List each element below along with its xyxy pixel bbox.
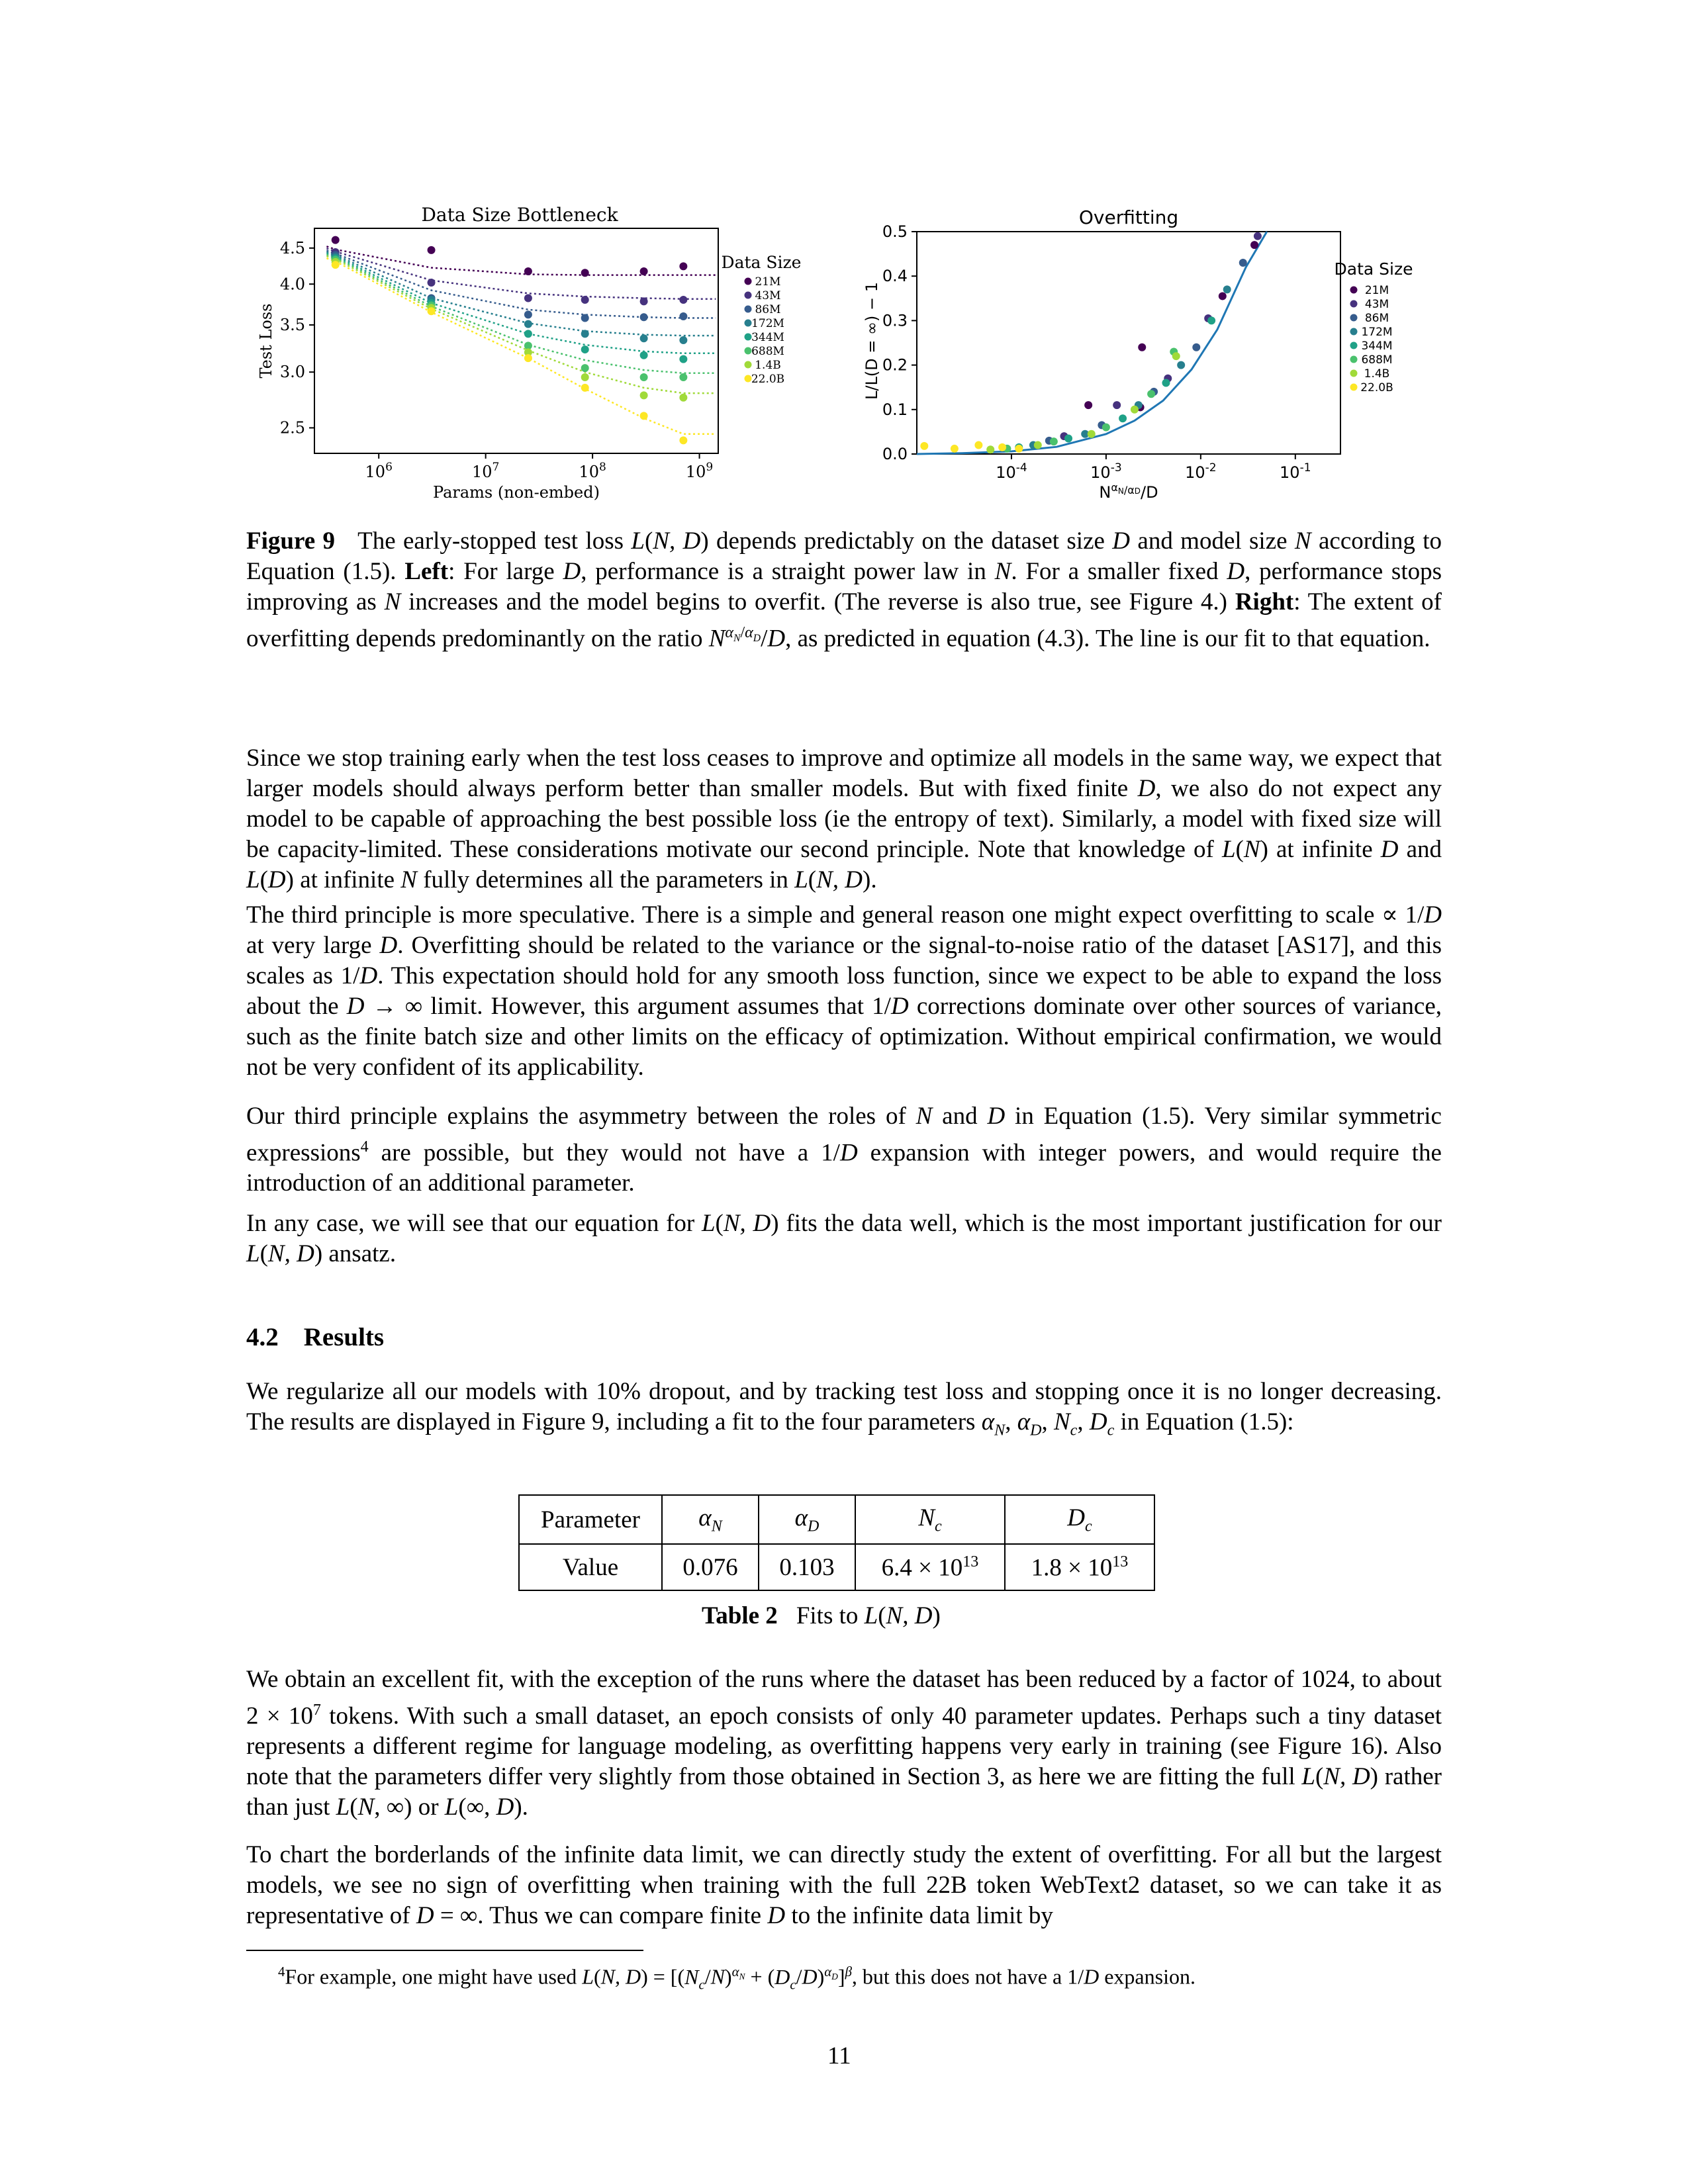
y-tick-label: 0.5 — [882, 222, 908, 241]
table-header: $\alpha_D$ — [759, 1495, 855, 1544]
data-point — [524, 310, 532, 318]
section-heading — [246, 1322, 384, 1352]
data-point — [1050, 437, 1058, 445]
data-point — [524, 267, 532, 275]
fit-line — [326, 252, 716, 336]
footnote-rule — [246, 1950, 643, 1951]
data-point — [986, 445, 994, 453]
data-point — [679, 373, 687, 381]
data-point — [1239, 259, 1247, 267]
data-point — [951, 445, 959, 453]
data-point — [1162, 379, 1170, 387]
data-point — [1250, 241, 1258, 249]
data-point — [1223, 285, 1231, 293]
figure-label: Figure 9 — [246, 527, 335, 555]
x-tick-label: $10^{-4}$ — [996, 461, 1027, 482]
data-point — [428, 279, 436, 287]
plot-frame — [917, 232, 1340, 454]
legend-marker — [1350, 384, 1358, 391]
data-point — [1064, 434, 1072, 442]
legend-label: 43M — [1364, 298, 1389, 311]
legend-label: 1.4B — [1364, 367, 1390, 381]
data-point — [581, 345, 589, 353]
x-tick-label: $10^6$ — [365, 461, 393, 481]
data-point — [640, 373, 648, 381]
data-point — [524, 295, 532, 302]
data-point — [581, 314, 589, 322]
data-point — [640, 391, 648, 399]
legend-label: 688M — [751, 345, 784, 358]
paragraph: Since we stop training early when the test loss ceases to improve and optimize all models in the same way, we expect that larger models should always perform better than smaller models. But with fixed finite D, we also do not expect any model to be capable of approaching the best possible loss (ie the entropy of text). Similarly, a model with fixed size will be capacity-limited. These considerations motivate our second principle. Note that knowledge of L(N) at infinite D and L(D) at infinite N fully determines all the parameters in L(N, D). — [246, 745, 1442, 893]
data-point — [679, 296, 687, 304]
legend-label: 688M — [1361, 353, 1393, 367]
legend-marker — [1350, 287, 1358, 294]
data-point — [1113, 401, 1121, 409]
data-point — [1131, 406, 1139, 414]
legend-label: 344M — [751, 331, 784, 344]
y-tick-label: 0.3 — [882, 311, 908, 330]
x-tick-label: $10^{-3}$ — [1090, 461, 1122, 482]
data-point — [640, 267, 648, 275]
y-tick-label: 0.1 — [882, 400, 908, 419]
fit-line — [326, 253, 716, 353]
paragraph: Our third principle explains the asymmetry between the roles of N and D in Equation (1.5). Very similar symmetric expressions$^4$ are possible, but they would not have a 1/D expansion with integer powers, and would require the introduction of an additional parameter. — [246, 1103, 1442, 1197]
paragraph: We obtain an excellent fit, with the exception of the runs where the dataset has been reduced by a factor of 1024, to about $2 \times 10^7$ tokens. With such a small dataset, an epoch consists of only 40 parameter updates. Perhaps such a tiny dataset represents a different regime for language modeling, as overfitting happens very early in training (see Figure 16). Also note that the parameters differ very slightly from those obtained in Section 3, as here we are fitting the full L(N, D) rather than just L(N, ∞) or L(∞, D). — [246, 1666, 1442, 1821]
table-cell: $6.4 \times 10^{13}$ — [855, 1544, 1005, 1590]
data-point — [640, 334, 648, 342]
data-point — [428, 246, 436, 254]
data-point — [1192, 343, 1200, 351]
figure-caption: Figure 9 The early-stopped test loss L(N, D) depends predictably on the dataset size D and model size N according to Equation (1.5). Left: For large D, performance is a straight power law in N. For a smaller fixed D, performance stops improving as N increases and the model begins to overfit. (The reverse is also true, see Figure 4.) Right: The extent of overfitting depends predominantly on the ratio $N^{\alpha_N/\alpha_D}/D$, as predicted in equation (4.3). The line is our fit to that equation. — [246, 527, 1442, 653]
data-point — [640, 313, 648, 321]
legend-label: 172M — [1361, 326, 1393, 339]
data-point — [974, 441, 982, 449]
data-point — [332, 261, 340, 269]
data-point — [1084, 401, 1092, 409]
paragraph: In any case, we will see that our equation for L(N, D) fits the data well, which is the most important justification for our L(N, D) ansatz. — [246, 1210, 1442, 1267]
data-point — [679, 312, 687, 320]
data-point — [679, 262, 687, 270]
data-point — [524, 354, 532, 362]
table-cell: 0.076 — [662, 1544, 759, 1590]
table-cell: Value — [519, 1544, 662, 1590]
legend-label: 21M — [1364, 284, 1389, 297]
data-point — [1138, 343, 1146, 351]
data-point — [998, 443, 1006, 451]
fit-curve — [917, 232, 1267, 454]
chart-title: Overfitting — [1078, 206, 1179, 228]
paragraph: The third principle is more speculative. There is a simple and general reason one might expect overfitting to scale ∝ 1/D at very large D. Overfitting should be related to the variance or the signal-to-noise ratio of the dataset [AS17], and this scales as 1/D. This expectation should hold for any smooth loss function, since we expect to be able to expand the loss about the D → ∞ limit. However, this argument assumes that 1/D corrections dominate over other sources of variance, such as the finite batch size and other limits on the efficacy of optimization. Without empirical confirmation, we would not be very confident of its applicability. — [246, 901, 1442, 1081]
legend-label: 22.0B — [1360, 381, 1393, 394]
data-point — [640, 297, 648, 305]
data-point — [1177, 361, 1185, 369]
legend-marker — [745, 320, 752, 327]
table-header-row — [519, 1495, 1154, 1544]
footnote: $^4$For example, one might have used L(N, $D) = [(N_c/N)^{\alpha_N} + (D_c/D)^{\alpha_D}]^\beta$, but this does not have a 1/D expansion. — [278, 1964, 1196, 1993]
table-header: $D_c$ — [1005, 1495, 1154, 1544]
legend-marker — [1350, 300, 1358, 308]
x-tick-label: $10^8$ — [579, 461, 606, 481]
x-tick-label: $10^9$ — [685, 461, 714, 481]
legend-marker — [1350, 314, 1358, 322]
data-point — [1015, 445, 1023, 453]
chart-data-size-bottleneck — [257, 199, 802, 510]
y-axis-label: L/L(D = ∞) − 1 — [863, 281, 881, 400]
y-tick-label: 0.4 — [882, 267, 908, 286]
table-cell: 0.103 — [759, 1544, 855, 1590]
data-point — [1088, 430, 1096, 438]
fit-line — [326, 246, 716, 275]
page-number: 11 — [827, 2042, 851, 2070]
chart-title: Data Size Bottleneck — [421, 204, 618, 226]
legend-label: 1.4B — [755, 359, 781, 372]
legend-marker — [745, 347, 752, 355]
x-axis-label: Params (non-embed) — [433, 483, 600, 502]
x-tick-label: $10^{-2}$ — [1185, 461, 1217, 482]
y-tick-label: 0.2 — [882, 355, 908, 375]
y-tick-label: 3.0 — [279, 363, 305, 382]
data-point — [524, 320, 532, 328]
data-point — [640, 412, 648, 420]
data-point — [1219, 292, 1227, 300]
legend-title: Data Size — [721, 253, 802, 272]
y-tick-label: 4.0 — [279, 275, 305, 294]
data-point — [1172, 352, 1180, 360]
legend-marker — [1350, 328, 1358, 336]
x-tick-label: $10^{-1}$ — [1280, 461, 1311, 482]
fit-line — [326, 256, 716, 393]
data-point — [1207, 316, 1215, 324]
data-point — [581, 269, 589, 277]
x-axis-label: $N^{\alpha_N/\alpha D}/D$ — [1099, 481, 1158, 502]
fit-parameters-table — [518, 1494, 1155, 1591]
table-label: Table 2 — [702, 1602, 778, 1629]
chart-overfitting — [861, 199, 1443, 510]
table-header: $N_c$ — [855, 1495, 1005, 1544]
data-point — [581, 384, 589, 392]
data-point — [581, 330, 589, 338]
section-title: Results — [303, 1323, 385, 1351]
data-point — [581, 364, 589, 372]
legend-marker — [745, 278, 752, 285]
data-point — [524, 330, 532, 338]
data-point — [920, 442, 928, 450]
legend-marker — [745, 361, 752, 369]
data-point — [640, 351, 648, 359]
data-point — [679, 355, 687, 363]
data-point — [679, 336, 687, 344]
data-point — [1119, 414, 1127, 422]
fit-line — [326, 248, 716, 298]
y-axis-label: Test Loss — [257, 303, 275, 379]
data-point — [581, 296, 589, 304]
table-header: Parameter — [519, 1495, 662, 1544]
legend-marker — [745, 292, 752, 299]
table-cell: $1.8 \times 10^{13}$ — [1005, 1544, 1154, 1590]
legend-label: 43M — [755, 289, 781, 302]
data-point — [428, 307, 436, 315]
legend-marker — [745, 306, 752, 313]
data-point — [1102, 424, 1110, 432]
fit-line — [326, 255, 716, 373]
legend-title: Data Size — [1334, 259, 1413, 279]
legend-marker — [745, 334, 752, 341]
table-caption: Table 2 Fits to L(N, D) — [702, 1602, 941, 1629]
x-tick-label: $10^7$ — [471, 461, 500, 481]
legend-marker — [1350, 370, 1358, 377]
data-point — [679, 436, 687, 444]
data-point — [1254, 232, 1262, 240]
table-header: $\alpha_N$ — [662, 1495, 759, 1544]
y-tick-label: 4.5 — [279, 238, 305, 257]
data-point — [1034, 441, 1042, 449]
legend-marker — [1350, 342, 1358, 349]
y-tick-label: 0.0 — [882, 445, 908, 463]
paragraph: To chart the borderlands of the infinite data limit, we can directly study the extent of overfitting. For all but the largest models, we see no sign of overfitting when training with the full 22B token WebText2 dataset, so we can take it as representative of D = ∞. Thus we can compare finite D to the infinite data limit by — [246, 1841, 1442, 1929]
legend-label: 22.0B — [751, 373, 785, 386]
data-point — [332, 236, 340, 244]
table-row — [519, 1544, 1154, 1590]
section-number: 4.2 — [246, 1323, 279, 1351]
legend-label: 172M — [751, 317, 784, 330]
data-point — [679, 394, 687, 402]
legend-label: 344M — [1361, 340, 1393, 353]
paragraph: We regularize all our models with 10% dropout, and by tracking test loss and stopping once it is no longer decreasing. The results are displayed in Figure 9, including a fit to the four parameters $\alpha_N$, $\alpha_D$, $N_c$, $D_c$ in Equation (1.5): — [246, 1378, 1442, 1439]
legend-label: 21M — [755, 275, 781, 289]
legend-label: 86M — [1364, 312, 1389, 325]
legend-marker — [1350, 356, 1358, 363]
data-point — [1147, 390, 1155, 398]
y-tick-label: 3.5 — [279, 315, 305, 334]
legend-label: 86M — [755, 303, 781, 316]
data-point — [581, 373, 589, 381]
y-tick-label: 2.5 — [279, 418, 305, 437]
